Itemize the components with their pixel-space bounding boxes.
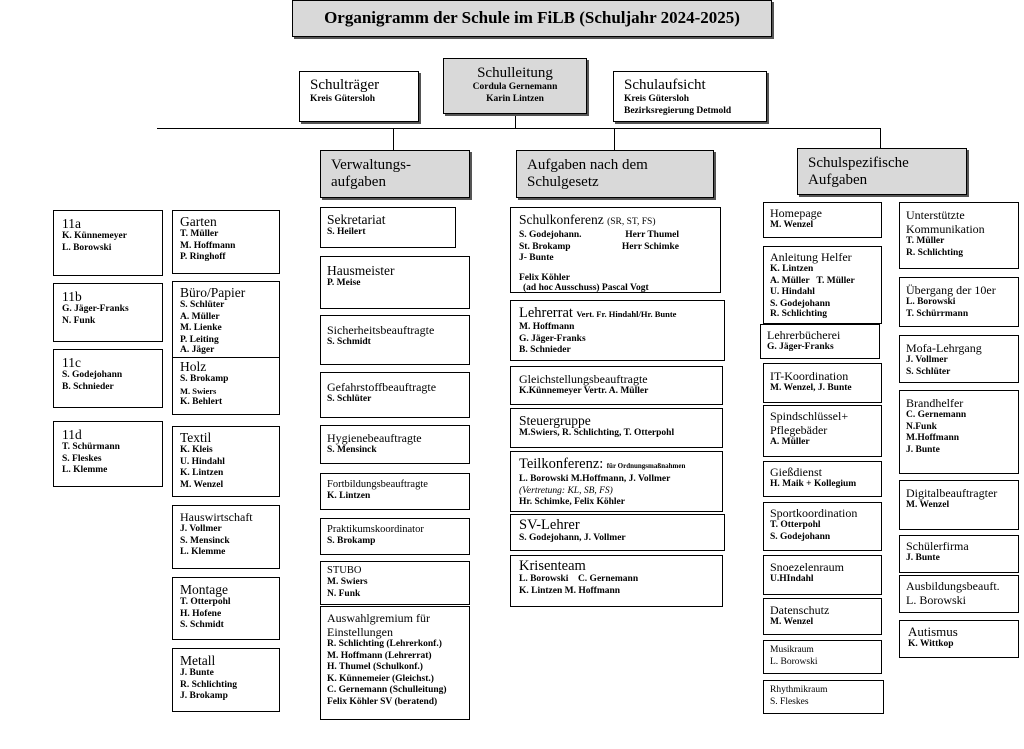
schulaufsicht-box bbox=[613, 71, 767, 122]
person: A. Müller bbox=[180, 311, 220, 322]
workshop-title: Hauswirtschaft bbox=[180, 510, 253, 524]
steuergruppe-box bbox=[510, 408, 723, 448]
person: U. Hindahl bbox=[180, 456, 225, 467]
workshop-hauswirtschaft-box bbox=[172, 505, 280, 569]
class-11c-box bbox=[53, 349, 163, 408]
person: H. Hofene bbox=[180, 608, 222, 619]
person: L. Borowski C. Gernemann bbox=[519, 574, 639, 584]
giessdienst-box bbox=[763, 461, 882, 497]
box-title: Schulträger bbox=[310, 77, 380, 93]
person: T. Otterpohl bbox=[180, 597, 231, 607]
person: S. Schmidt bbox=[327, 337, 371, 347]
workshop-garten-box bbox=[172, 210, 280, 274]
person: S. Schlüter bbox=[180, 300, 225, 310]
it-koordination-box bbox=[763, 363, 882, 403]
datenschutz-box bbox=[763, 598, 882, 635]
person: P. Leiting bbox=[180, 334, 219, 345]
person: L. Borowski bbox=[906, 297, 956, 307]
person: Felix Köhler SV (beratend) bbox=[327, 696, 438, 707]
person: S. Schlüter bbox=[327, 394, 372, 404]
person: Kreis Gütersloh bbox=[624, 94, 690, 104]
item-title: Hygienebeauftragte bbox=[327, 431, 422, 445]
sv-lehrer-box bbox=[510, 514, 725, 551]
person: S. Fleskes bbox=[770, 696, 809, 707]
person: M. Wenzel bbox=[770, 220, 814, 230]
item-title: Sportkoordination bbox=[770, 506, 858, 520]
person: J. Bunte bbox=[180, 668, 214, 678]
person: R. Schlichting bbox=[180, 679, 238, 690]
sportkoordination-box bbox=[763, 502, 882, 551]
person: U. Hindahl bbox=[770, 287, 815, 297]
gleichstellung-box bbox=[510, 366, 723, 405]
person: Hr. Schimke, Felix Köhler bbox=[519, 497, 625, 507]
connector-line bbox=[515, 113, 516, 129]
item-title bbox=[519, 456, 714, 474]
category-line: Schulgesetz bbox=[527, 174, 599, 190]
item-title-suffix: Vert. Fr. Hindahl/Hr. Bunte bbox=[576, 309, 677, 319]
person: S. Godejohann. bbox=[519, 230, 582, 240]
person: M.Swiers, R. Schlichting, T. Otterpohl bbox=[519, 428, 675, 438]
schulkonferenz-box bbox=[510, 207, 721, 293]
person: St. Brokamp bbox=[519, 241, 571, 252]
item-title: Hausmeister bbox=[327, 263, 395, 278]
item-title: Rhythmikraum bbox=[770, 685, 828, 695]
item-title: Ausbildungsbeauft. bbox=[906, 579, 1000, 593]
item-title: Datenschutz bbox=[770, 603, 830, 617]
chart-title bbox=[292, 0, 772, 37]
autismus-box bbox=[899, 620, 1019, 658]
person: S. Schlüter bbox=[906, 366, 951, 377]
person: L. Klemme bbox=[180, 547, 226, 557]
workshop-title: Montage bbox=[180, 582, 228, 597]
item-title: IT-Koordination bbox=[770, 369, 849, 383]
mofa-lehrgang-box bbox=[899, 335, 1019, 383]
person: L. Borowski bbox=[906, 593, 966, 607]
item-title: Gefahrstoffbeauftragte bbox=[327, 380, 437, 394]
category-line: aufgaben bbox=[331, 174, 386, 190]
category-line: Verwaltungs- bbox=[331, 157, 411, 173]
person: M. Wenzel bbox=[180, 479, 224, 490]
person: S. Heilert bbox=[327, 227, 366, 237]
item-title bbox=[519, 212, 712, 230]
auswahlgremium-box bbox=[320, 606, 470, 720]
person: G. Jäger-Franks bbox=[519, 333, 586, 344]
class-11d-box bbox=[53, 421, 163, 487]
stubo-box bbox=[320, 561, 470, 605]
person: S. Brokamp bbox=[327, 536, 376, 546]
workshop-metall-box bbox=[172, 648, 280, 712]
item-title: Auswahlgremium für Einstellungen bbox=[327, 611, 430, 639]
person: M. Swiers bbox=[180, 385, 217, 396]
category-schulgesetz bbox=[516, 150, 714, 198]
workshop-title: Büro/Papier bbox=[180, 285, 246, 300]
person: M. Wenzel, J. Bunte bbox=[770, 383, 852, 393]
category-schulspezifisch bbox=[797, 148, 967, 195]
person: S. Godejohann, J. Vollmer bbox=[519, 533, 626, 543]
sekretariat-box bbox=[320, 207, 456, 248]
person: H. Thumel (Schulkonf.) bbox=[327, 662, 423, 672]
workshop-title: Holz bbox=[180, 359, 207, 374]
person: Herr Schimke bbox=[621, 241, 679, 252]
person: N. Funk bbox=[62, 315, 96, 326]
item-title: Lehrerbücherei bbox=[767, 328, 841, 342]
person: J- Bunte bbox=[519, 253, 554, 263]
anleitung-helfer-box bbox=[763, 246, 882, 324]
uebergang-box bbox=[899, 277, 1019, 327]
item-title: Übergang der 10er bbox=[906, 283, 996, 297]
person: L. Borowski M.Hoffmann, J. Vollmer bbox=[519, 474, 671, 484]
musikraum-box bbox=[763, 640, 882, 674]
person: G. Jäger-Franks bbox=[62, 304, 129, 314]
ausbildungsbeauftragter-box bbox=[899, 575, 1019, 613]
person: K. Künnemeier (Gleichst.) bbox=[327, 673, 434, 684]
sicherheit-box bbox=[320, 315, 470, 365]
workshop-title: Garten bbox=[180, 214, 217, 229]
lehrerrat-box bbox=[510, 300, 725, 361]
category-verwaltung bbox=[320, 150, 470, 198]
person: S. Godejohann bbox=[770, 298, 831, 309]
person: A. Müller bbox=[770, 437, 810, 447]
person: L. Borowski bbox=[62, 242, 112, 253]
item-title bbox=[519, 305, 716, 322]
item-title: Musikraum bbox=[770, 645, 814, 655]
item-title: STUBO bbox=[327, 565, 362, 576]
item-title: Mofa-Lehrgang bbox=[906, 341, 982, 355]
person: L. Klemme bbox=[62, 465, 108, 475]
person: H. Maik + Kollegium bbox=[770, 479, 857, 489]
person: K. Behlert bbox=[180, 397, 223, 407]
person: J. Vollmer bbox=[180, 524, 222, 534]
person: P. Meise bbox=[327, 278, 361, 288]
item-title-suffix: für Ordnungsmaßnahmen bbox=[606, 462, 686, 470]
workshop-montage-box bbox=[172, 577, 280, 640]
krisenteam-box bbox=[510, 555, 723, 607]
item-title: Fortbildungsbeauftragte bbox=[327, 479, 428, 490]
item-title: Anleitung Helfer bbox=[770, 250, 852, 264]
person: K. Wittkop bbox=[908, 639, 954, 649]
person: B. Schnieder bbox=[519, 345, 571, 355]
person: U.HIndahl bbox=[770, 574, 814, 584]
workshop-textil-box bbox=[172, 426, 280, 497]
person: Bezirksregierung Detmold bbox=[624, 105, 732, 116]
class-title: 11a bbox=[62, 216, 81, 231]
item-title-suffix: (SR, ST, FS) bbox=[607, 217, 656, 227]
person: S. Schmidt bbox=[180, 620, 224, 630]
person: M. Hoffmann bbox=[180, 240, 236, 251]
person: T. Müller bbox=[180, 229, 219, 239]
person: M. Lienke bbox=[180, 323, 222, 333]
item-title: Gleichstellungsbeauftragte bbox=[519, 372, 648, 386]
person: M. Wenzel bbox=[906, 500, 950, 510]
brandhelfer-box bbox=[899, 390, 1019, 474]
workshop-title: Metall bbox=[180, 653, 216, 668]
item-title: Spindschlüssel+ Pflegebäder bbox=[770, 409, 849, 437]
item-title: Krisenteam bbox=[519, 558, 586, 574]
item-title: Homepage bbox=[770, 206, 822, 220]
item-title: Steuergruppe bbox=[519, 413, 591, 428]
person: R. Schlichting bbox=[906, 247, 964, 258]
person: B. Schnieder bbox=[62, 381, 114, 392]
workshop-holz-box bbox=[172, 357, 280, 415]
category-line: Schulspezifische bbox=[808, 155, 909, 171]
person: G. Jäger-Franks bbox=[767, 342, 834, 352]
member-row bbox=[519, 242, 679, 254]
class-11a-box bbox=[53, 210, 163, 276]
person: Herr Thumel bbox=[625, 230, 679, 240]
person: N.Funk bbox=[906, 421, 937, 432]
person: S. Godejohann bbox=[770, 531, 831, 542]
person: Cordula Gernemann bbox=[472, 82, 558, 92]
person: (ad hoc Ausschuss) Pascal Vogt bbox=[523, 283, 649, 293]
person: S. Godejohann bbox=[62, 370, 123, 380]
person: S. Brokamp bbox=[180, 374, 229, 384]
person: K. Künnemeyer bbox=[62, 231, 127, 241]
spindschluessel-box bbox=[763, 405, 882, 457]
person: M. Hoffmann (Lehrerrat) bbox=[327, 650, 432, 661]
snoezelenraum-box bbox=[763, 555, 882, 595]
item-title: Autismus bbox=[908, 624, 958, 639]
person: Felix Köhler bbox=[519, 272, 570, 283]
person: M. Swiers bbox=[327, 577, 368, 587]
rhythmikraum-box bbox=[763, 680, 884, 714]
person: M. Wenzel bbox=[770, 617, 814, 627]
workshop-title: Textil bbox=[180, 430, 212, 445]
person: A. Müller T. Müller bbox=[770, 275, 855, 286]
item-title: SV-Lehrer bbox=[519, 517, 580, 533]
person: M.Hoffmann bbox=[906, 433, 960, 443]
praktikum-box bbox=[320, 518, 470, 555]
class-title: 11c bbox=[62, 355, 81, 370]
person: R. Schlichting bbox=[770, 309, 828, 319]
person: K. Lintzen bbox=[180, 468, 224, 478]
connector-line bbox=[880, 128, 881, 150]
item-title: Gießdienst bbox=[770, 465, 822, 479]
hausmeister-box bbox=[320, 256, 470, 309]
schulleitung-box bbox=[443, 58, 587, 114]
person: N. Funk bbox=[327, 588, 361, 599]
connector-line bbox=[157, 128, 881, 129]
person: P. Ringhoff bbox=[180, 252, 226, 262]
workshop-buero-box bbox=[172, 281, 280, 359]
person: T. Schürrmann bbox=[906, 308, 969, 319]
item-title: Schülerfirma bbox=[906, 539, 969, 553]
person: C. Gernemann bbox=[906, 410, 967, 420]
item-title-text: Lehrerrat bbox=[519, 305, 573, 321]
person: J. Vollmer bbox=[906, 355, 948, 365]
item-title: Digitalbeauftragter bbox=[906, 486, 998, 500]
person: T. Schürmann bbox=[62, 442, 120, 452]
item-title: Brandhelfer bbox=[906, 396, 964, 410]
person: K. Lintzen bbox=[327, 491, 371, 501]
item-title-text: Schulkonferenz bbox=[519, 212, 604, 227]
person: J. Bunte bbox=[906, 553, 940, 563]
box-title: Schulaufsicht bbox=[624, 77, 706, 93]
homepage-box bbox=[763, 202, 882, 238]
person: L. Borowski bbox=[770, 656, 818, 667]
person: M. Hoffmann bbox=[519, 322, 575, 332]
category-line: Aufgaben nach dem bbox=[527, 157, 648, 173]
teilkonferenz-box bbox=[510, 451, 723, 512]
person: A. Jäger bbox=[180, 344, 215, 355]
person: C. Gernemann (Schulleitung) bbox=[327, 685, 447, 695]
item-title: Snoezelenraum bbox=[770, 560, 844, 574]
person: R. Schlichting (Lehrerkonf.) bbox=[327, 639, 442, 649]
title-text: Organigramm der Schule im FiLB (Schuljahr 2024-2025) bbox=[324, 8, 740, 27]
person: T. Otterpohl bbox=[770, 520, 821, 530]
class-11b-box bbox=[53, 283, 163, 342]
person: K. Lintzen M. Hoffmann bbox=[519, 585, 621, 596]
person: Kreis Gütersloh bbox=[310, 94, 376, 104]
person: Karin Lintzen bbox=[486, 93, 544, 104]
member-row bbox=[519, 230, 679, 242]
item-title: Praktikumskoordinator bbox=[327, 524, 424, 535]
box-title: Schulleitung bbox=[477, 65, 553, 81]
item-title: Sicherheitsbeauftragte bbox=[327, 323, 435, 337]
person: S. Mensinck bbox=[180, 535, 230, 546]
vertretung: (Vertretung: KL, SB, FS) bbox=[519, 485, 613, 496]
hygiene-box bbox=[320, 425, 470, 464]
item-title: Unterstützte Kommunikation bbox=[906, 208, 985, 236]
connector-line bbox=[393, 128, 394, 150]
person: J. Brokamp bbox=[180, 691, 228, 701]
digitalbeauftragter-box bbox=[899, 480, 1019, 530]
person: S. Fleskes bbox=[62, 453, 102, 464]
class-title: 11b bbox=[62, 289, 82, 304]
connector-line bbox=[614, 128, 615, 150]
unterstuetzte-kommunikation-box bbox=[899, 202, 1019, 269]
person: K. Kleis bbox=[180, 445, 213, 455]
person: S. Mensinck bbox=[327, 445, 377, 455]
schultraeger-box bbox=[299, 71, 419, 122]
lehrerbuecherei-box bbox=[760, 324, 880, 359]
schuelerfirma-box bbox=[899, 535, 1019, 573]
person: T. Müller bbox=[906, 236, 945, 246]
person: K. Lintzen bbox=[770, 264, 814, 274]
item-title: Sekretariat bbox=[327, 212, 386, 227]
item-title-text: Teilkonferenz: bbox=[519, 456, 604, 472]
fortbildung-box bbox=[320, 473, 470, 510]
person: K.Künnemeyer Vertr. A. Müller bbox=[519, 386, 649, 396]
class-title: 11d bbox=[62, 427, 82, 442]
person: J. Bunte bbox=[906, 444, 940, 455]
category-line: Aufgaben bbox=[808, 172, 868, 188]
gefahrstoff-box bbox=[320, 372, 470, 418]
